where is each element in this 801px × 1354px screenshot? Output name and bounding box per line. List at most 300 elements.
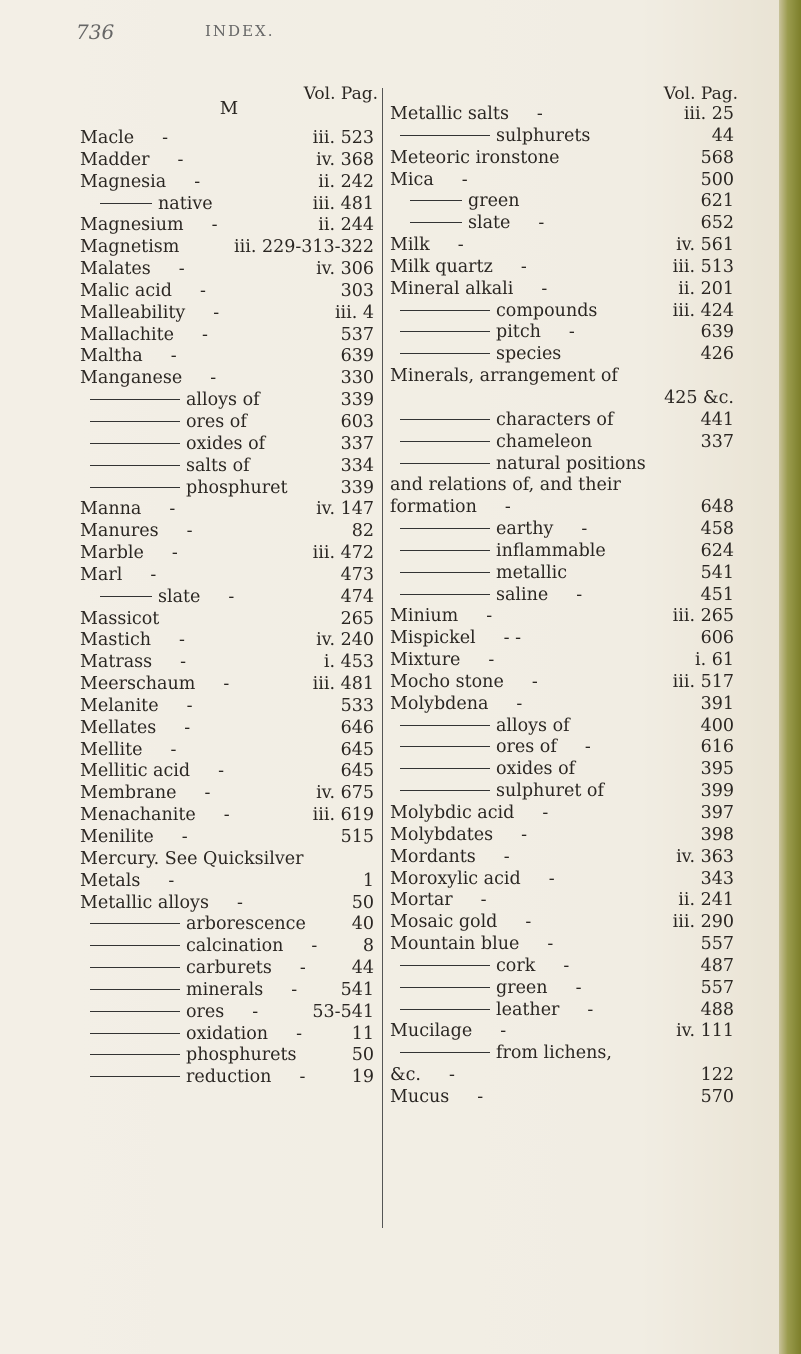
entry-term-text: compounds [496, 300, 598, 321]
ditto-dash [90, 1011, 180, 1012]
ditto-dash [400, 790, 490, 791]
entry-term [80, 172, 200, 194]
index-entry [80, 390, 378, 412]
entry-term-text: Meteoric ironstone [390, 147, 560, 168]
ditto-dash [90, 421, 180, 422]
index-entry [80, 412, 378, 434]
entry-term-text: Mallachite [80, 324, 175, 345]
ditto-dash [400, 594, 490, 595]
index-entry [390, 213, 738, 235]
entry-page-ref: 303 [340, 280, 374, 301]
leader-dash: - [581, 519, 588, 540]
entry-term [390, 606, 492, 628]
entry-term [80, 630, 185, 652]
entry-term [90, 1024, 302, 1046]
ditto-dash [90, 487, 180, 488]
leader-dash: - [210, 368, 217, 389]
index-entry [390, 1000, 738, 1022]
entry-page-ref: 8 [362, 936, 374, 957]
entry-term [80, 761, 224, 783]
leader-dash: - [520, 256, 527, 277]
entry-term-text: slate [468, 213, 511, 234]
leader-dash: - [584, 737, 591, 758]
entry-page-ref: 50 [351, 892, 374, 913]
leader-dash: - [575, 977, 582, 998]
entry-term [80, 237, 179, 259]
index-entry [390, 585, 738, 607]
entry-page-ref: iv. 111 [676, 1021, 734, 1042]
entry-page-ref: 391 [700, 693, 734, 714]
index-entry [390, 1065, 738, 1087]
index-entry [390, 366, 738, 388]
entry-page-ref: iv. 368 [316, 149, 374, 170]
entry-term-text: Mucus [390, 1086, 450, 1107]
entry-page-ref: 339 [340, 477, 374, 498]
ditto-dash [90, 1033, 180, 1034]
index-entry [390, 126, 738, 148]
index-entry [390, 322, 738, 344]
entry-term [90, 1002, 258, 1024]
index-entry [80, 521, 378, 543]
index-entry [80, 303, 378, 325]
entry-term-text: Mica [390, 169, 434, 190]
index-entry [80, 652, 378, 674]
entry-term [80, 543, 178, 565]
entry-term [390, 170, 468, 192]
index-entry [390, 279, 738, 301]
index-entry [390, 301, 738, 323]
index-entry [390, 497, 738, 519]
leader-dash: - [213, 302, 220, 323]
entry-term-text: Madder [80, 149, 150, 170]
leader-dash: - [170, 739, 177, 760]
entry-term-text: Minium [390, 606, 459, 627]
entry-term-text: Milk [390, 235, 430, 256]
entry-term-text: Matrass [80, 652, 153, 673]
entry-page-ref: 400 [700, 715, 734, 736]
entry-page-ref: iii. 523 [312, 128, 374, 148]
entry-page-ref: 487 [700, 955, 734, 976]
entry-page-ref: iv. 240 [316, 630, 374, 651]
entry-page-ref: 639 [700, 322, 734, 343]
index-entry [80, 980, 378, 1002]
leader-dash: - [299, 958, 306, 979]
entry-page-ref: 82 [351, 521, 374, 542]
index-entry [80, 1045, 378, 1067]
entry-term [390, 934, 553, 956]
entry-page-ref: 339 [340, 390, 374, 411]
index-entry [390, 541, 738, 563]
entry-term-text: and relations of, and their [390, 475, 621, 496]
entry-term [80, 499, 175, 521]
entry-term [90, 456, 250, 478]
ditto-dash [400, 331, 490, 332]
entry-page-ref: 50 [351, 1045, 374, 1066]
ditto-dash [90, 989, 180, 990]
index-entry [80, 958, 378, 980]
entry-page-ref: 557 [700, 934, 734, 955]
entry-term [90, 412, 247, 434]
index-entry [80, 565, 378, 587]
entry-page-ref: 458 [700, 519, 734, 540]
index-entry [80, 1002, 378, 1024]
entry-page-ref: ii. 244 [318, 215, 374, 236]
entry-term [80, 128, 168, 150]
leader-dash: - [168, 870, 175, 891]
entry-term-text: Mastich [80, 630, 152, 651]
entry-page-ref: iii. 517 [672, 671, 734, 692]
entry-term [90, 914, 306, 936]
entry-term-text: Molybdena [390, 693, 489, 714]
entry-term-text: minerals [186, 979, 264, 1000]
entry-term-text: oxides of [496, 759, 576, 780]
entry-term [80, 565, 156, 587]
page-number: 736 [76, 20, 115, 44]
vol-pag-label: Vol. Pag. [663, 84, 738, 104]
index-entry [390, 148, 738, 170]
entry-term [80, 718, 190, 740]
entry-term-text: Melanite [80, 695, 159, 716]
entry-term-text: sulphurets [496, 125, 591, 146]
ditto-dash [400, 965, 490, 966]
index-entry [80, 128, 378, 150]
index-entry [390, 388, 738, 410]
entry-term-text: slate [158, 586, 201, 607]
entry-term-text: Membrane [80, 783, 177, 804]
entry-term-text: Meerschaum [80, 674, 196, 695]
index-entry [390, 235, 738, 257]
entry-page-ref: 441 [700, 409, 734, 430]
entry-page-ref: 652 [700, 213, 734, 234]
entry-term-text: ores of [186, 411, 247, 432]
entry-term [80, 368, 216, 390]
entry-term [400, 432, 592, 454]
leader-dash: - [541, 278, 548, 299]
index-entry [390, 170, 738, 192]
index-entry [80, 499, 378, 521]
entry-page-ref: ii. 241 [678, 890, 734, 911]
index-entry [80, 434, 378, 456]
entry-term-text: green [468, 191, 520, 212]
entry-page-ref: 541 [340, 979, 374, 1000]
leader-dash: - [547, 934, 554, 955]
index-entry [390, 454, 738, 476]
leader-dash: - [186, 521, 193, 542]
index-entry [390, 759, 738, 781]
entry-page-ref: 646 [340, 717, 374, 738]
leader-dash: - [457, 235, 464, 256]
index-entry [390, 912, 738, 934]
entry-term [80, 740, 176, 762]
index-entry [390, 890, 738, 912]
index-entry [80, 259, 378, 281]
entry-term-text: Malleability [80, 302, 186, 323]
index-entry [80, 783, 378, 805]
entry-term [100, 194, 213, 216]
entry-term [400, 519, 587, 541]
entry-term [400, 563, 567, 585]
entry-term [390, 672, 538, 694]
ditto-dash [90, 923, 180, 924]
leader-dash: - [178, 259, 185, 280]
leader-dash: - [150, 564, 157, 585]
entry-page-ref: 621 [700, 191, 734, 212]
entry-term-text: Malates [80, 259, 151, 280]
index-entry [80, 914, 378, 936]
entry-term-text: Mocho stone [390, 671, 504, 692]
page-header [0, 14, 760, 44]
entry-term [410, 191, 520, 213]
entry-term [80, 827, 188, 849]
index-entry [390, 1043, 738, 1065]
right-column-heading [390, 84, 738, 104]
entry-term-text: pitch [496, 322, 541, 343]
entry-page-ref: iii. 229-313-322 [234, 237, 374, 258]
entry-term-text: Malic acid [80, 280, 172, 301]
index-entry [390, 672, 738, 694]
leader-dash: - [536, 104, 543, 124]
leader-dash: - [171, 543, 178, 564]
entry-page-ref: 645 [340, 761, 374, 782]
index-entry [80, 1024, 378, 1046]
entry-page-ref: 343 [700, 868, 734, 889]
leader-dash: - [296, 1023, 302, 1044]
leader-dash: - [194, 171, 201, 192]
leader-dash: - [542, 803, 549, 823]
ditto-dash [400, 135, 490, 136]
entry-term [80, 805, 230, 827]
ditto-dash [90, 443, 180, 444]
index-entry [80, 696, 378, 718]
entry-term [400, 126, 590, 148]
ditto-dash [400, 768, 490, 769]
ditto-dash [400, 419, 490, 420]
entry-term-text: calcination [186, 936, 284, 957]
index-entry [80, 587, 378, 609]
index-entry [80, 368, 378, 390]
index-entry [390, 803, 738, 825]
index-entry [390, 737, 738, 759]
entry-page-ref: 337 [700, 431, 734, 452]
entry-page-ref: 40 [351, 914, 374, 935]
entry-term [90, 1067, 305, 1089]
entry-page-ref: 330 [340, 368, 374, 389]
index-entry [80, 543, 378, 565]
entry-term [390, 825, 527, 847]
entry-term [400, 322, 575, 344]
entry-term-text: Metals [80, 870, 141, 891]
entry-term-text: Menachanite [80, 805, 196, 826]
entry-term [80, 150, 183, 172]
entry-term-text: Magnesia [80, 171, 167, 192]
leader-dash: - [576, 584, 583, 605]
index-entry [390, 869, 738, 891]
entry-page-ref: 397 [700, 803, 734, 823]
entry-page-ref: i. 453 [323, 652, 374, 673]
entry-page-ref: iv. 306 [316, 259, 374, 280]
entry-term-text: Mosaic gold [390, 912, 498, 933]
entry-term-text: Molybdates [390, 824, 494, 845]
leader-dash: - [223, 674, 230, 695]
entry-term [400, 541, 606, 563]
entry-term [80, 325, 208, 347]
leader-dash: - [521, 824, 528, 845]
entry-page-ref: 541 [700, 562, 734, 583]
entry-term-text: Marl [80, 564, 123, 585]
running-title: INDEX. [205, 22, 275, 40]
entry-term-text: natural positions [496, 453, 646, 474]
leader-dash: - [199, 280, 206, 301]
entry-term [90, 936, 317, 958]
entry-term [390, 1087, 483, 1109]
entry-term [390, 694, 522, 716]
leader-dash: - [477, 1086, 484, 1107]
entry-page-ref: 557 [700, 977, 734, 998]
entry-term-text: Manganese [80, 368, 183, 389]
entry-term-text: oxidation [186, 1023, 269, 1044]
ditto-dash [90, 465, 180, 466]
index-entry [390, 432, 738, 454]
leader-dash: - [186, 695, 193, 716]
entry-term-text: alloys of [186, 390, 260, 411]
entry-term [390, 1065, 455, 1087]
leader-dash: - [228, 586, 235, 607]
entry-term-text: Mucilage [390, 1021, 473, 1042]
entry-term-text: Maltha [80, 346, 143, 367]
entry-page-ref: 639 [340, 346, 374, 367]
entry-term [390, 475, 621, 497]
index-entry [80, 740, 378, 762]
entry-page-ref: 473 [340, 564, 374, 585]
entry-term-text: reduction [186, 1067, 272, 1088]
entry-term-text: Mixture [390, 650, 461, 671]
ditto-dash [400, 353, 490, 354]
entry-page-ref: iii. 25 [683, 104, 734, 124]
index-entry [390, 519, 738, 541]
ditto-dash [400, 725, 490, 726]
entry-page-ref: 44 [711, 125, 734, 146]
index-entry [80, 674, 378, 696]
index-entry [80, 871, 378, 893]
entry-term-text: Manures [80, 521, 159, 542]
entry-term [390, 912, 531, 934]
entry-term [400, 344, 561, 366]
entry-page-ref: iii. 513 [672, 256, 734, 277]
entry-term-text: Magnetism [80, 237, 180, 258]
entry-page-ref: iii. 481 [312, 674, 374, 695]
entry-term [400, 716, 570, 738]
entry-term [400, 956, 569, 978]
entry-term [390, 890, 487, 912]
index-entry [390, 650, 738, 672]
entry-term [90, 958, 306, 980]
leader-dash: - [184, 717, 191, 738]
index-entry [390, 978, 738, 1000]
entry-page-ref: 488 [700, 999, 734, 1020]
ditto-dash [410, 222, 462, 223]
index-entry [80, 893, 378, 915]
entry-term-text: metallic [496, 562, 568, 583]
index-entry [390, 628, 738, 650]
entry-term-text: Mellates [80, 717, 157, 738]
entry-term-text: oxides of [186, 433, 266, 454]
left-entry-list [80, 128, 378, 1089]
entry-page-ref: iii. 265 [672, 606, 734, 627]
entry-page-ref: iv. 363 [676, 846, 734, 867]
entry-term [390, 650, 494, 672]
entry-term [80, 281, 206, 303]
entry-term-text: &c. [390, 1065, 421, 1086]
entry-term-text: earthy [496, 519, 554, 540]
entry-term [90, 1045, 296, 1067]
entry-term [80, 259, 185, 281]
leader-dash: - [568, 322, 575, 343]
leader-dash: - [488, 650, 495, 671]
leader-dash: - [516, 693, 523, 714]
ditto-dash [400, 463, 490, 464]
leader-dash: - [563, 955, 570, 976]
index-entry [390, 191, 738, 213]
leader-dash: - [504, 497, 511, 518]
leader-dash: - [236, 892, 243, 913]
index-entry [80, 936, 378, 958]
entry-term [80, 652, 186, 674]
entry-page-ref: iv. 147 [316, 499, 374, 520]
entry-page-ref: iii. 472 [312, 543, 374, 564]
entry-page-ref: iii. 424 [672, 300, 734, 321]
entry-term-text: ores of [496, 737, 557, 758]
entry-term [400, 737, 591, 759]
entry-term-text: salts of [186, 455, 250, 476]
right-entry-list [390, 104, 738, 1109]
index-entry [80, 805, 378, 827]
leader-dash: - [177, 149, 184, 170]
leader-dash: - [169, 499, 176, 520]
entry-term [100, 587, 234, 609]
entry-page-ref: 1 [362, 870, 374, 891]
column-divider [382, 88, 383, 1228]
entry-page-ref: ii. 242 [318, 171, 374, 192]
entry-term-text: Mellitic acid [80, 761, 191, 782]
entry-term-text: Milk quartz [390, 256, 493, 277]
entry-term-text: Mordants [390, 846, 476, 867]
entry-term [90, 434, 265, 456]
entry-term-text: Mercury. See Quicksilver [80, 848, 304, 869]
leader-dash: - [448, 1065, 455, 1086]
entry-term-text: Magnesium [80, 215, 184, 236]
entry-term [80, 521, 193, 543]
entry-term-text: ores [186, 1001, 225, 1022]
index-entry [390, 104, 738, 126]
entry-page-ref: 500 [700, 169, 734, 190]
index-entry [80, 630, 378, 652]
entry-page-ref: 616 [700, 737, 734, 758]
entry-term-text: Mellite [80, 739, 143, 760]
leader-dash: - [525, 912, 532, 933]
entry-term-text: cork [496, 955, 536, 976]
entry-term [80, 609, 159, 631]
leader-dash: - [531, 671, 538, 692]
entry-term [390, 847, 510, 869]
entry-term [400, 454, 646, 476]
entry-term [390, 803, 548, 825]
ditto-dash [90, 945, 180, 946]
ditto-dash [410, 200, 462, 201]
entry-term-text: inflammable [496, 540, 606, 561]
entry-page-ref: iii. 4 [334, 302, 374, 323]
entry-term [390, 257, 527, 279]
entry-term [390, 104, 543, 126]
